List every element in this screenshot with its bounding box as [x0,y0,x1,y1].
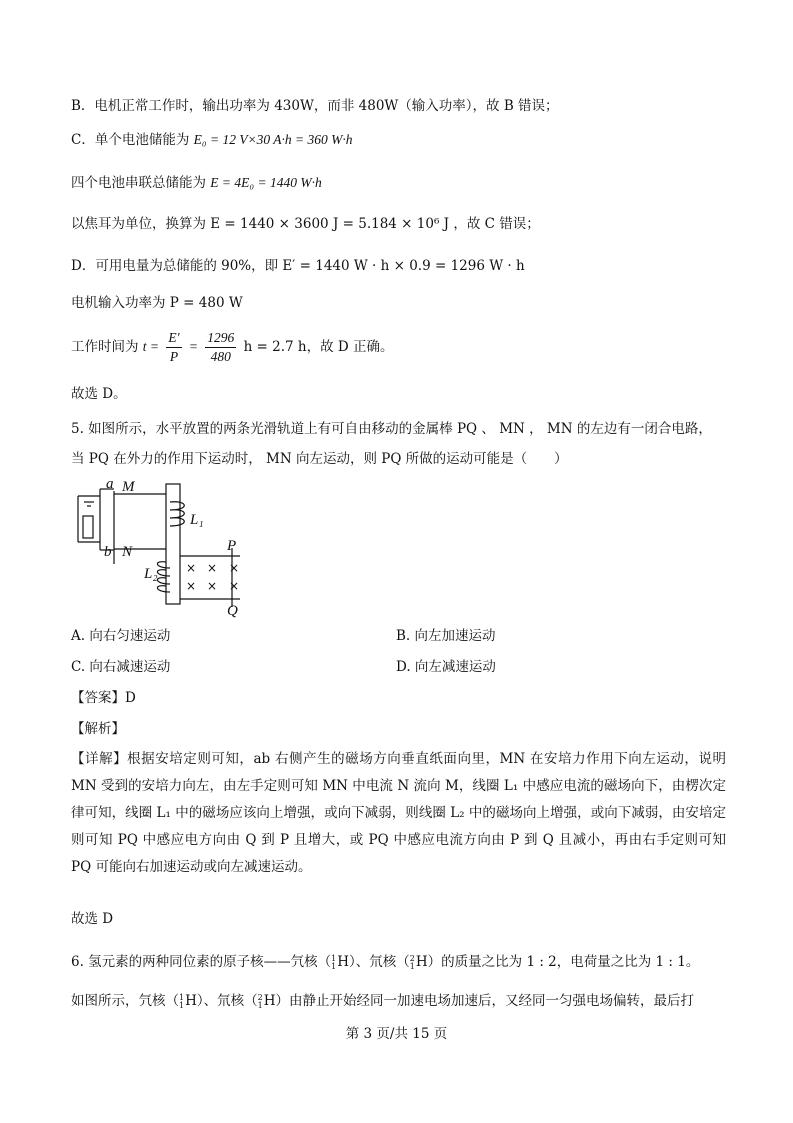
fraction-1296-over-480 [205,329,236,366]
fraction-denominator: 480 [210,349,231,364]
magnetic-field-mark: × [186,579,197,593]
label-q: Q [227,603,238,619]
magnetic-field-mark: × [207,579,218,593]
q6-line2-part3: H）由静止开始经同一加速电场加速后，又经同一匀强电场偏转，最后打 [263,993,694,1009]
option-d-conclusion: h = 2.7 h，故 D 正确。 [243,339,394,355]
isotope-notation-h1: 1 1 [179,992,185,1010]
magnetic-field-mark: × [229,579,240,593]
q5-circuit-diagram [70,474,260,619]
formula-e-total: E = 4E₀ = 1440 W·h [210,175,322,190]
q6-line2-part1: 如图所示，氕核（ [71,993,179,1009]
option-c-line2 [71,173,322,193]
option-c-line2-text: 四个电池串联总储能为 [71,175,206,191]
q5-choose: 故选 D [71,911,114,927]
magnetic-field-mark: × [229,561,240,575]
q5-option-c: C. 向右减速运动 [71,659,171,675]
q5-option-b: B. 向左加速运动 [396,628,496,644]
q5-stem-line1: 5. 如图所示，水平放置的两条光滑轨道上有可自由移动的金属棒 PQ 、 MN ， MN 的左边有一闭合电路， [71,421,712,437]
magnetic-field-mark: × [186,561,197,575]
label-a: a [106,476,114,492]
label-n: N [122,544,133,560]
fraction-numerator: E′ [166,329,181,348]
q5-option-a: A. 向右匀速运动 [71,628,171,644]
q5-option-d: D. 向左减速运动 [396,659,496,675]
q6-line1-part2: H）、氘核（ [337,954,410,970]
label-b: b [104,544,112,560]
page-footer: 第 3 页/共 15 页 [345,1026,448,1042]
q5-stem-line2: 当 PQ 在外力的作用下运动时， MN 向左运动，则 PQ 所做的运动可能是（ ） [71,451,568,467]
fraction-e-over-p [166,329,181,366]
option-c-line1 [71,130,353,150]
q6-stem-line2 [71,991,694,1011]
q6-line2-part2: H）、氘核（ [185,993,258,1009]
q6-line1-part3: H）的质量之比为 1 : 2，电荷量之比为 1 : 1。 [415,954,700,970]
formula-t-symbol: t = [142,339,160,354]
q5-detail-explanation: 【详解】根据安培定则可知，ab 右侧产生的磁场方向垂直纸面向里，MN 在安培力作用下向左运动，说明 MN 受到的安培力向左，由左手定则可知 MN 中电流 N 流向 M，线圈 L₁ 中感应电流的磁场向下，由楞次定律可知，线圈 L₁ 中的磁场应该向上增强，或向下减弱，则线圈 L₂ 中的磁场向上增强，或向下减弱，由安培定则可知 PQ 中感应电方向由 Q 到 P 且增大，或 PQ 中感应电流方向由 P 到 Q 且减小，再由右手定则可知 PQ 可能向右加速运动或向左减速运动。 [71,751,726,875]
choose-d-line: 故选 D。 [71,386,127,402]
option-b-analysis: B．电机正常工作时，输出功率为 430W，而非 480W（输入功率），故 B 错误； [71,98,559,114]
magnetic-field-mark: × [207,561,218,575]
option-d-line2: 电机输入功率为 P = 480 W [71,295,243,311]
q6-line1-part1: 6. 氢元素的两种同位素的原子核——氕核（ [71,954,332,970]
option-d-line3-text: 工作时间为 [71,339,139,355]
q5-answer: 【答案】D [71,690,136,706]
label-p: P [227,538,237,554]
label-l1: L₁ [190,512,204,528]
q6-stem-line1 [71,952,699,972]
isotope-notation-h2: 2 1 [257,992,263,1010]
fraction-denominator: P [169,349,179,364]
formula-e0: E₀ = 12 V×30 A·h = 360 W·h [193,132,353,147]
label-m: M [122,479,135,495]
isotope-notation-h2: 2 1 [409,953,415,971]
option-c-line3: 以焦耳为单位，换算为 E = 1440 × 3600 J = 5.184 × 10⁶ J ，故 C 错误； [71,216,540,232]
option-c-line1-text: C．单个电池储能为 [71,132,190,148]
q5-analysis-heading: 【解析】 [71,721,125,737]
fraction-numerator: 1296 [205,329,236,348]
option-d-line1: D．可用电量为总储能的 90%，即 E′ = 1440 W · h × 0.9 = 1296 W · h [71,258,525,274]
option-d-line3: 工作时间为 t = $\frac{E'}{P}$ = $\frac{1296}{480}$ h = 2.7 h，故 D 正确。 [71,330,394,364]
label-l2: L₂ [144,566,158,582]
isotope-notation-h1: 1 1 [331,953,337,971]
